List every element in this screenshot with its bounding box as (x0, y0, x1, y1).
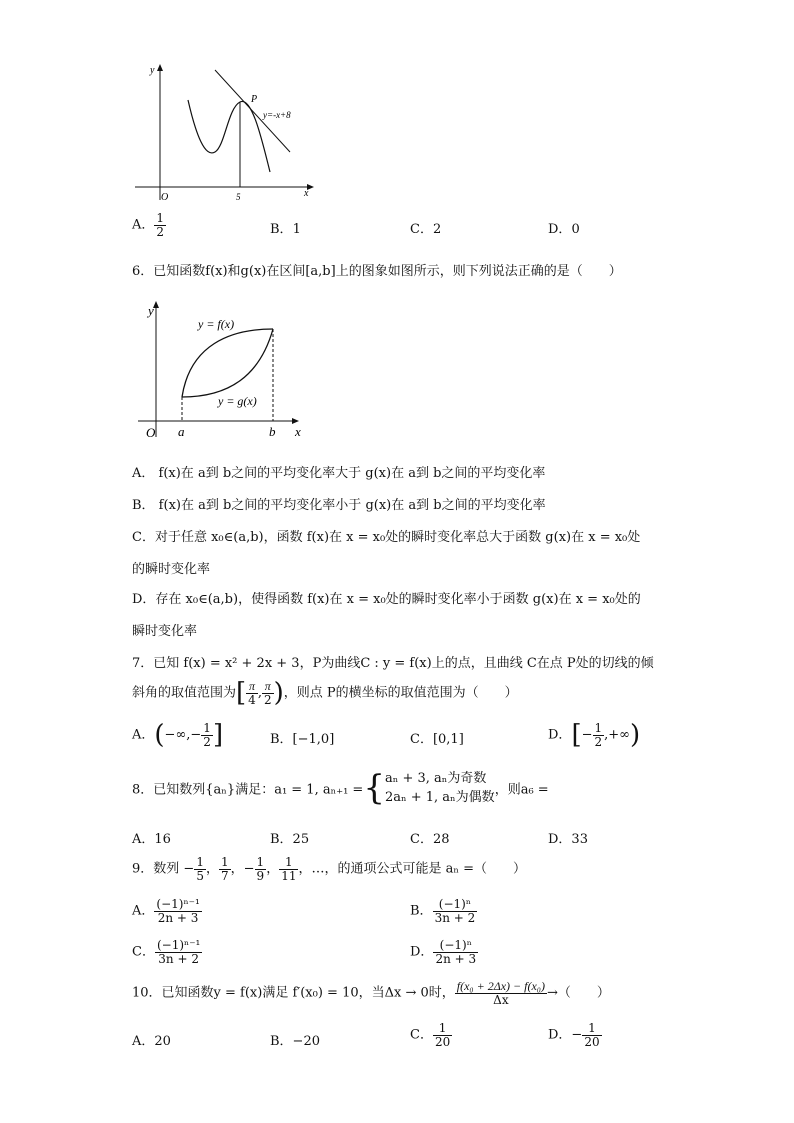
sign: − (183, 861, 195, 877)
case-2: 2aₙ + 1, aₙ为偶数 (384, 790, 495, 805)
fraction (255, 856, 267, 882)
fraction (433, 1022, 452, 1048)
text: 斜角的取值范围为 (132, 685, 237, 701)
num: 1 (156, 211, 165, 225)
tick-label: 5 (236, 192, 241, 202)
text: 9．数列 (132, 861, 180, 877)
q5-option-b (270, 218, 301, 237)
fraction (246, 680, 258, 706)
option-letter: C． (132, 944, 155, 960)
fraction (262, 680, 274, 706)
q5-figure (130, 60, 320, 205)
bracket: ) (273, 678, 284, 708)
option-letter: D． (548, 727, 572, 743)
den: 3n + 2 (434, 910, 476, 925)
curve (188, 100, 270, 172)
a-label: a (178, 424, 185, 439)
fraction (582, 1022, 601, 1048)
bracket: [ (236, 678, 247, 708)
q10-option-c (410, 1022, 452, 1048)
num: π (262, 680, 274, 694)
bracket: ) (630, 720, 641, 750)
q6-figure (130, 295, 315, 445)
option-letter: D．− (548, 1027, 583, 1043)
fraction (433, 939, 478, 965)
text: ，则a₆ = (494, 782, 549, 798)
option-letter: C． (410, 222, 433, 237)
f-label: y = f(x) (198, 317, 235, 331)
y-label: y (148, 303, 154, 318)
text: − (581, 727, 593, 743)
q6-option-b: B． f(x)在 a到 b之间的平均变化率小于 g(x)在 a到 b之间的平均变化率 (132, 498, 546, 513)
option-text: 1 (292, 222, 301, 237)
origin-label: O (161, 192, 169, 203)
fraction (201, 722, 213, 748)
bracket: [ (571, 720, 582, 750)
den: 20 (584, 1034, 600, 1049)
den: Δx (493, 992, 509, 1007)
option-letter: D． (410, 944, 434, 960)
fraction (593, 722, 605, 748)
option-letter: D． (548, 222, 572, 237)
point-label: P (251, 94, 258, 105)
b-label: b (269, 424, 276, 439)
num: 1 (203, 720, 211, 735)
q9-option-b (410, 898, 477, 924)
text: 10．已知函数y = f(x)满足 f′(x₀) = 10，当Δx → 0时， (132, 985, 455, 1001)
fraction (279, 856, 298, 882)
q5-option-a (132, 212, 166, 238)
option-letter: B． (270, 222, 293, 237)
text: ，则点 P的横坐标的取值范围为（ ） (283, 685, 518, 701)
q10-option-b: B．−20 (270, 1034, 320, 1049)
q6-option-d-line1: D．存在 x₀∈(a,b)，使得函数 f(x)在 x = x₀处的瞬时变化率小于函数 g(x)在 x = x₀处的 (132, 592, 641, 607)
bracket: ] (212, 720, 224, 750)
q5-option-d (548, 218, 580, 237)
fraction (194, 856, 206, 882)
brace: { (363, 768, 385, 808)
origin-label: O (146, 425, 156, 440)
num: (−1)ⁿ (433, 898, 478, 912)
text: −∞,− (164, 727, 202, 743)
case-1: aₙ + 3, aₙ为奇数 (384, 770, 487, 786)
q9-option-a (132, 898, 202, 924)
y-label: y (150, 65, 155, 76)
option-letter: C． (410, 1027, 433, 1043)
q6-option-c-line1: C．对于任意 x₀∈(a,b)，函数 f(x)在 x = x₀处的瞬时变化率总大于函数 g(x)在 x = x₀处 (132, 530, 641, 545)
den: 2n + 3 (435, 951, 477, 966)
q6-option-c-line2: 的瞬时变化率 (132, 562, 211, 577)
x-label: x (295, 424, 301, 439)
q7-option-c: C．[0,1] (410, 732, 464, 747)
q8-stem (132, 768, 549, 808)
q7-line1: 7．已知 f(x) = x² + 2x + 3，P为曲线C : y = f(x)上的点，且曲线 C在点 P处的切线的倾 (132, 656, 654, 671)
den: 9 (256, 868, 265, 883)
q8-option-a: A．16 (132, 832, 171, 847)
num: f(x₀ + 2Δx) − f(x₀) (456, 979, 545, 993)
fraction (433, 898, 478, 924)
fraction (154, 212, 166, 238)
q7-option-a (132, 720, 223, 750)
g-curve (182, 329, 273, 397)
num: (−1)ⁿ⁻¹ (156, 897, 200, 911)
g-label: y = g(x) (218, 394, 257, 408)
num: π (246, 680, 258, 694)
q6-option-a: A． f(x)在 a到 b之间的平均变化率大于 g(x)在 a到 b之间的平均变化率 (132, 466, 546, 481)
q7-option-d (548, 720, 640, 750)
text: →（ ） (546, 985, 610, 1001)
num: 1 (433, 1022, 452, 1036)
q6-option-d-line2: 瞬时变化率 (132, 624, 198, 639)
den: 5 (196, 868, 204, 883)
den: 7 (220, 868, 229, 883)
text: ，…，的通项公式可能是 aₙ =（ ） (298, 861, 527, 877)
cases (385, 769, 495, 808)
num: 1 (594, 720, 603, 735)
q10-option-a: A．20 (132, 1034, 171, 1049)
fraction (154, 898, 201, 924)
num: 1 (220, 855, 229, 869)
option-text: 0 (571, 222, 580, 237)
den: 2 (263, 692, 272, 707)
sign: − (243, 861, 255, 877)
q8-option-d: D．33 (548, 832, 588, 847)
den: 2 (594, 734, 603, 749)
q9-option-c (132, 939, 202, 965)
den: 2 (203, 734, 211, 749)
q9-option-d (410, 939, 478, 965)
den: 4 (248, 692, 256, 707)
q7-option-b: B．[−1,0] (270, 732, 335, 747)
q9-stem: 9．数列 − $\frac{1}{5}$ ， $\frac{1}{7}$ ，− $\frac{1}{9}$ ， $\frac{1}{11}$ ，…，的通项公式可能是 aₙ =（ ） (132, 855, 527, 883)
q8-option-c: C．28 (410, 832, 450, 847)
q10-option-d (548, 1022, 602, 1048)
q5-option-c (410, 218, 441, 237)
num: 1 (279, 856, 298, 870)
y-arrow-icon (153, 301, 159, 308)
num: 1 (582, 1022, 601, 1036)
f-curve (182, 329, 273, 397)
x-label: x (304, 188, 309, 199)
den: 11 (281, 868, 297, 883)
q8-option-b: B．25 (270, 832, 310, 847)
num: (−1)ⁿ (433, 939, 478, 953)
option-letter: A． (132, 727, 155, 743)
fraction (455, 980, 547, 1006)
y-arrow-icon (157, 64, 163, 71)
fraction (219, 856, 231, 882)
tangent-label: y=-x+8 (263, 110, 291, 120)
num: 1 (256, 855, 265, 869)
den: 2 (156, 224, 165, 239)
den: 3n + 2 (158, 951, 199, 966)
num: (−1)ⁿ⁻¹ (156, 938, 201, 952)
option-letter: A． (132, 217, 155, 233)
bracket: ( (154, 720, 165, 750)
fraction (155, 939, 202, 965)
q6-stem: 6．已知函数f(x)和g(x)在区间[a,b]上的图象如图所示，则下列说法正确的是（ ） (132, 264, 622, 279)
den: 2n + 3 (157, 910, 199, 925)
q7-line2: 斜角的取值范围为[ $\frac{\pi}{4}$ , $\frac{\pi}{2}$ )，则点 P的横坐标的取值范围为（ ） (132, 678, 518, 708)
text: 8．已知数列{aₙ}满足：a₁ = 1, aₙ₊₁ = (132, 782, 364, 798)
num: 1 (196, 855, 204, 869)
q10-stem (132, 980, 610, 1006)
option-letter: A． (132, 903, 155, 919)
text: ,+∞ (604, 727, 630, 743)
option-letter: B． (410, 903, 433, 919)
den: 20 (434, 1034, 451, 1049)
option-text: 2 (432, 222, 442, 237)
